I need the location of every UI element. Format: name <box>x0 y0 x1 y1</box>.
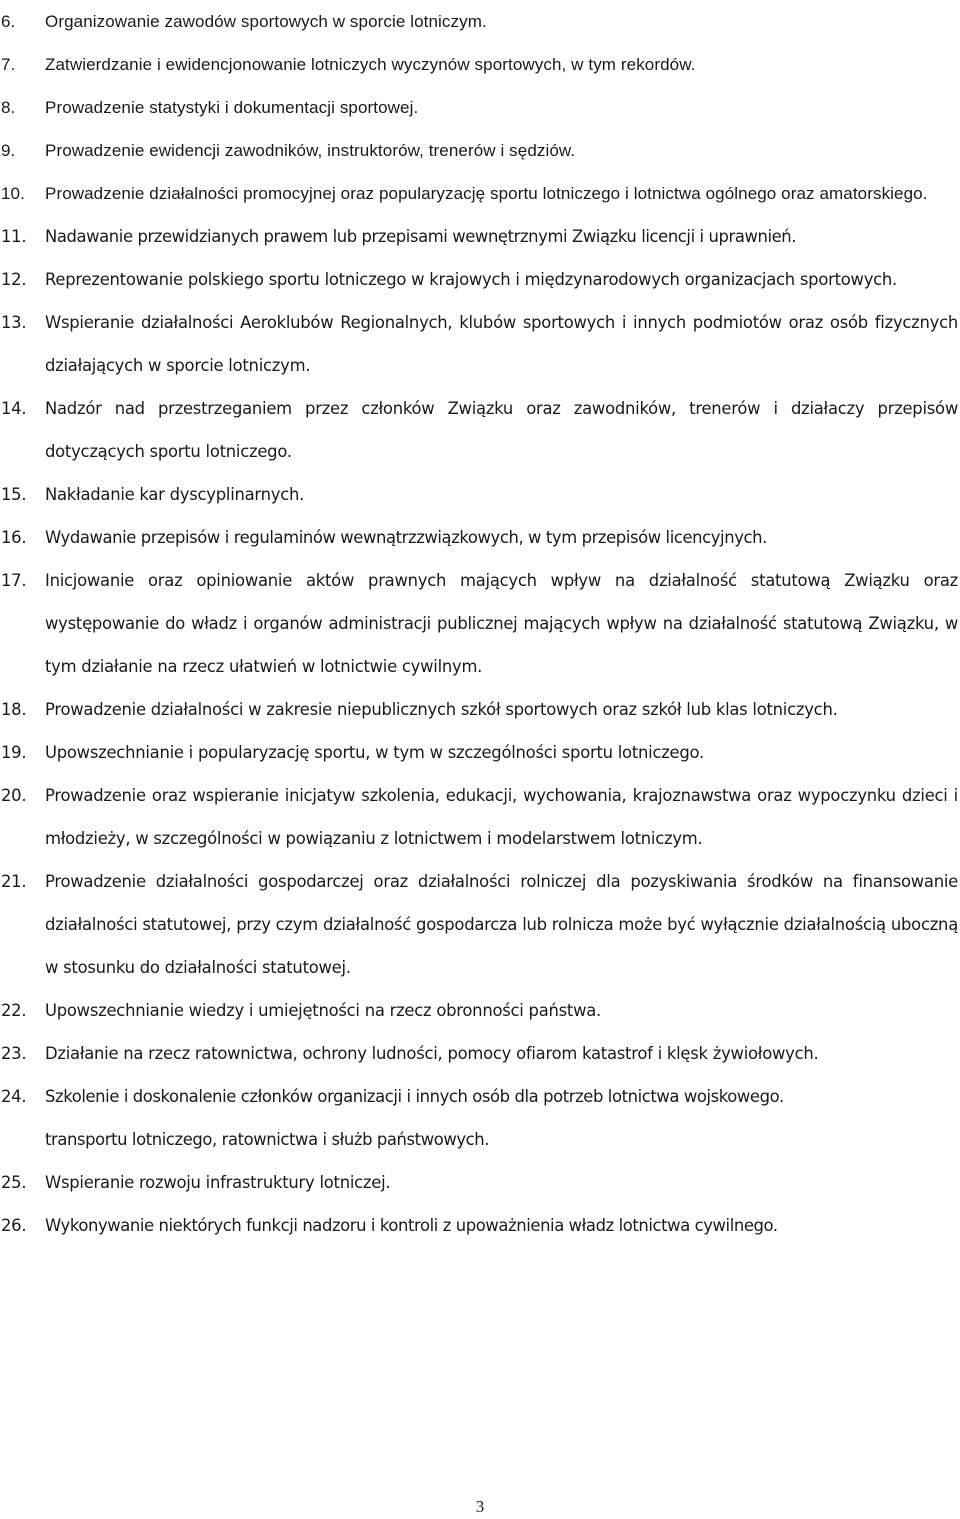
item-number: 24. <box>1 1087 27 1106</box>
item-text-line-1: Szkolenie i doskonalenie członków organizacji i innych osób dla potrzeb lotnictwa wojskowego. <box>45 1087 784 1106</box>
item-number: 7. <box>1 55 16 74</box>
item-number: 10. <box>1 184 25 203</box>
item-text: Nakładanie kar dyscyplinarnych. <box>45 485 305 504</box>
item-number: 21. <box>1 872 27 891</box>
list-item <box>0 989 960 1032</box>
item-text: Upowszechnianie i popularyzację sportu, w tym w szczególności sportu lotniczego. <box>45 743 704 762</box>
item-number: 12. <box>1 270 27 289</box>
list-item <box>0 0 960 43</box>
item-text-line-2: transportu lotniczego, ratownictwa i służb państwowych. <box>45 1130 490 1149</box>
item-text: Wykonywanie niektórych funkcji nadzoru i kontroli z upoważnienia władz lotnictwa cywilnego. <box>45 1216 778 1235</box>
list-item <box>0 516 960 559</box>
page-number: 3 <box>475 1497 485 1516</box>
item-text: Organizowanie zawodów sportowych w sporcie lotniczym. <box>45 12 487 31</box>
item-number: 14. <box>1 399 27 418</box>
item-number: 8. <box>1 98 16 117</box>
item-number: 6. <box>1 12 16 31</box>
list-item <box>0 43 960 86</box>
list-item <box>0 473 960 516</box>
list-item <box>0 860 960 989</box>
item-text: Prowadzenie oraz wspieranie inicjatyw szkolenia, edukacji, wychowania, krajoznawstwa oraz wypoczynku dzieci i młodzieży, w szczególności w powiązaniu z lotnictwem i modelarstwem lotniczym. <box>45 786 958 848</box>
list-item <box>0 1161 960 1204</box>
item-number: 9. <box>1 141 16 160</box>
list-item <box>0 86 960 129</box>
item-number: 25. <box>1 1173 27 1192</box>
list-item <box>0 774 960 860</box>
item-text: Wspieranie działalności Aeroklubów Regionalnych, klubów sportowych i innych podmiotów oraz osób fizycznych działających w sporcie lotniczym. <box>45 313 958 375</box>
item-text: Wspieranie rozwoju infrastruktury lotniczej. <box>45 1173 391 1192</box>
list-item <box>0 1075 960 1161</box>
item-text: Działanie na rzecz ratownictwa, ochrony ludności, pomocy ofiarom katastrof i klęsk żywiołowych. <box>45 1044 819 1063</box>
item-number: 26. <box>1 1216 27 1235</box>
list-item <box>0 1204 960 1247</box>
list-item <box>0 215 960 258</box>
item-text: Prowadzenie działalności w zakresie niepublicznych szkół sportowych oraz szkół lub klas lotniczych. <box>45 700 838 719</box>
item-number: 16. <box>1 528 27 547</box>
item-text: Upowszechnianie wiedzy i umiejętności na rzecz obronności państwa. <box>45 1001 602 1020</box>
item-text <box>45 1075 958 1161</box>
item-number: 19. <box>1 743 27 762</box>
item-number: 18. <box>1 700 27 719</box>
list-item <box>0 731 960 774</box>
list-item <box>0 172 960 215</box>
item-text: Reprezentowanie polskiego sportu lotniczego w krajowych i międzynarodowych organizacjach sportowych. <box>45 270 898 289</box>
item-text: Prowadzenie działalności promocyjnej oraz popularyzację sportu lotniczego i lotnictwa ogólnego oraz amatorskiego. <box>45 184 928 203</box>
item-number: 13. <box>1 313 27 332</box>
item-number: 17. <box>1 571 27 590</box>
list-item <box>0 688 960 731</box>
item-number: 11. <box>1 227 27 246</box>
list-item <box>0 559 960 688</box>
list-item <box>0 387 960 473</box>
item-text: Nadawanie przewidzianych prawem lub przepisami wewnętrznymi Związku licencji i uprawnień. <box>45 227 797 246</box>
item-text: Prowadzenie działalności gospodarczej oraz działalności rolniczej dla pozyskiwania środków na finansowanie działalności statutowej, przy czym działalność gospodarcza lub rolnicza może być wyłącznie działalnością uboczną w stosunku do działalności statutowej. <box>45 872 958 977</box>
list-item <box>0 301 960 387</box>
item-text: Zatwierdzanie i ewidencjonowanie lotniczych wyczynów sportowych, w tym rekordów. <box>45 55 696 74</box>
item-text: Inicjowanie oraz opiniowanie aktów prawnych mających wpływ na działalność statutową Związku oraz występowanie do władz i organów administracji publicznej mających wpływ na działalność statutową Związku, w tym działanie na rzecz ułatwień w lotnictwie cywilnym. <box>45 571 958 676</box>
list-item <box>0 258 960 301</box>
item-number: 15. <box>1 485 27 504</box>
item-number: 20. <box>1 786 27 805</box>
item-number: 22. <box>1 1001 27 1020</box>
item-text: Prowadzenie statystyki i dokumentacji sportowej. <box>45 98 419 117</box>
item-text: Wydawanie przepisów i regulaminów wewnątrzzwiązkowych, w tym przepisów licencyjnych. <box>45 528 767 547</box>
list-item <box>0 1032 960 1075</box>
item-text: Nadzór nad przestrzeganiem przez członków Związku oraz zawodników, trenerów i działaczy przepisów dotyczących sportu lotniczego. <box>45 399 958 461</box>
list-item <box>0 129 960 172</box>
item-number: 23. <box>1 1044 27 1063</box>
item-text: Prowadzenie ewidencji zawodników, instruktorów, trenerów i sędziów. <box>45 141 576 160</box>
